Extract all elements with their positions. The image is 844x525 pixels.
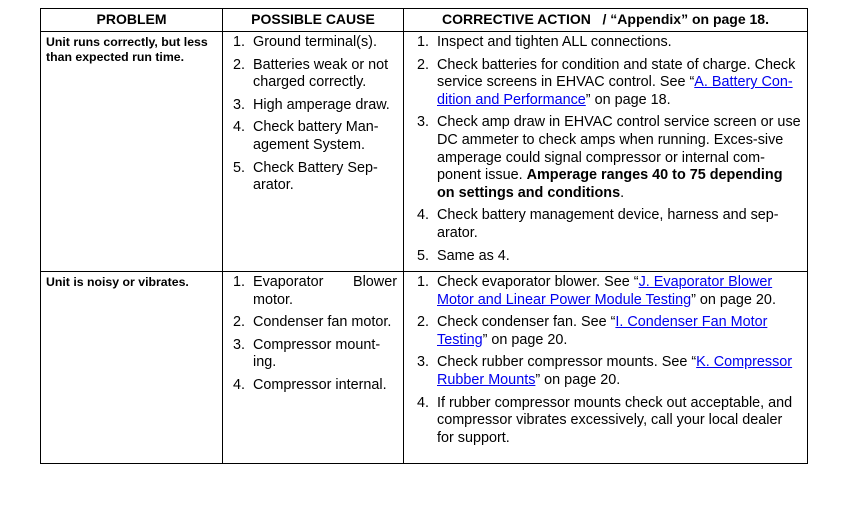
condenser-fan-link[interactable]: I. Condenser Fan Motor Testing (437, 314, 768, 348)
item-text: Batteries weak or not charged correctly. (253, 56, 389, 91)
list-item (417, 248, 801, 266)
item-number: 5. (417, 247, 430, 264)
item-number: 1. (233, 274, 246, 290)
list-item (417, 395, 801, 448)
list-item (233, 314, 397, 332)
item-number: 4. (233, 376, 246, 393)
evaporator-blower-link[interactable]: J. Evaporator Blower Motor and Linear Power Module Testing (437, 274, 773, 308)
header-corrective-action (404, 9, 808, 32)
item-text-part: ” on page 20. (535, 371, 621, 388)
item-number: 4. (417, 207, 430, 224)
list-item (417, 274, 801, 309)
item-text: Check battery management device, harness and sep-arator. (437, 207, 779, 241)
item-number: 2. (233, 314, 246, 331)
item-text-part: Evaporator (253, 274, 324, 290)
table-row (41, 32, 808, 272)
header-possible-cause: POSSIBLE CAUSE (223, 9, 404, 32)
item-number: 3. (417, 114, 430, 131)
item-text (437, 57, 801, 110)
item-number: 1. (417, 274, 430, 290)
header-appendix-ref: / “Appendix” on page 18. (602, 11, 769, 27)
item-text: Inspect and tighten ALL connections. (437, 34, 672, 50)
item-number: 4. (417, 394, 430, 411)
list-item (233, 97, 397, 115)
list-item (417, 34, 801, 52)
item-text-part: motor. (253, 291, 293, 308)
item-number: 4. (233, 119, 246, 136)
item-text-part: Check rubber compressor mounts. See “ (437, 354, 697, 371)
item-text-part: Check condenser fan. See “ (437, 314, 616, 331)
list-item (417, 207, 801, 242)
list-item (233, 119, 397, 154)
item-text (437, 114, 801, 202)
item-text (437, 274, 801, 309)
item-text: Condenser fan motor. (253, 314, 392, 331)
list-item (233, 274, 397, 309)
item-text-part: ” on page 20. (482, 331, 568, 348)
item-text: Compressor mount-ing. (253, 336, 381, 371)
cause-cell (223, 32, 404, 272)
item-text-part: Check evaporator blower. See “ (437, 274, 639, 290)
item-text-part: . (620, 184, 625, 201)
item-text: Ground terminal(s). (253, 34, 377, 50)
item-text (253, 274, 397, 309)
troubleshooting-table (40, 8, 808, 464)
item-number: 1. (233, 34, 246, 50)
problem-cell: Unit is noisy or vibrates. (41, 272, 223, 464)
list-item (417, 57, 801, 110)
item-number: 3. (417, 354, 430, 371)
item-text (437, 314, 801, 349)
header-row (41, 9, 808, 32)
list-item (233, 377, 397, 395)
item-text: Same as 4. (437, 247, 510, 264)
header-action-label: CORRECTIVE ACTION (442, 11, 591, 27)
item-number: 1. (417, 34, 430, 50)
item-text: High amperage draw. (253, 96, 390, 113)
list-item (233, 34, 397, 52)
item-text-part: Check amp draw in EHVAC control service screen or use DC ammeter to check amps when running. Exces-sive amperage could signal compressor or internal com-ponent issue. (437, 114, 801, 184)
list-item (417, 114, 801, 202)
item-number: 2. (417, 314, 430, 331)
item-text: Check Battery Sep-arator. (253, 159, 378, 194)
item-number: 5. (233, 159, 246, 176)
item-text-part: Blower (353, 274, 397, 290)
list-item (417, 314, 801, 349)
item-text: If rubber compressor mounts check out acceptable, and compressor vibrates excessively, call your local dealer for support. (437, 394, 793, 446)
item-number: 2. (417, 56, 430, 73)
list-item (233, 337, 397, 372)
item-text: Compressor internal. (253, 376, 387, 393)
item-number: 3. (233, 336, 246, 353)
action-cell (404, 32, 808, 272)
list-item (233, 57, 397, 92)
amperage-range-note: Amperage ranges 40 to 75 depending on settings and conditions (437, 167, 783, 201)
list-item (417, 354, 801, 389)
cause-cell (223, 272, 404, 464)
item-text (437, 354, 801, 389)
action-cell (404, 272, 808, 464)
item-text-part: ” on page 20. (691, 291, 776, 308)
item-number: 3. (233, 96, 246, 113)
item-text-part: ” on page 18. (585, 91, 671, 108)
item-text-part: Check batteries for condition and state of charge. Check service screens in EHVAC control. See “ (437, 56, 796, 91)
problem-cell: Unit runs correctly, but less than expected run time. (41, 32, 223, 272)
compressor-mounts-link[interactable]: K. Compressor Rubber Mounts (437, 354, 793, 388)
list-item (233, 160, 397, 195)
table-row (41, 272, 808, 464)
item-text: Check battery Man-agement System. (253, 119, 379, 153)
header-problem: PROBLEM (41, 9, 223, 32)
battery-condition-link[interactable]: A. Battery Con-dition and Performance (437, 74, 793, 108)
item-number: 2. (233, 56, 246, 73)
